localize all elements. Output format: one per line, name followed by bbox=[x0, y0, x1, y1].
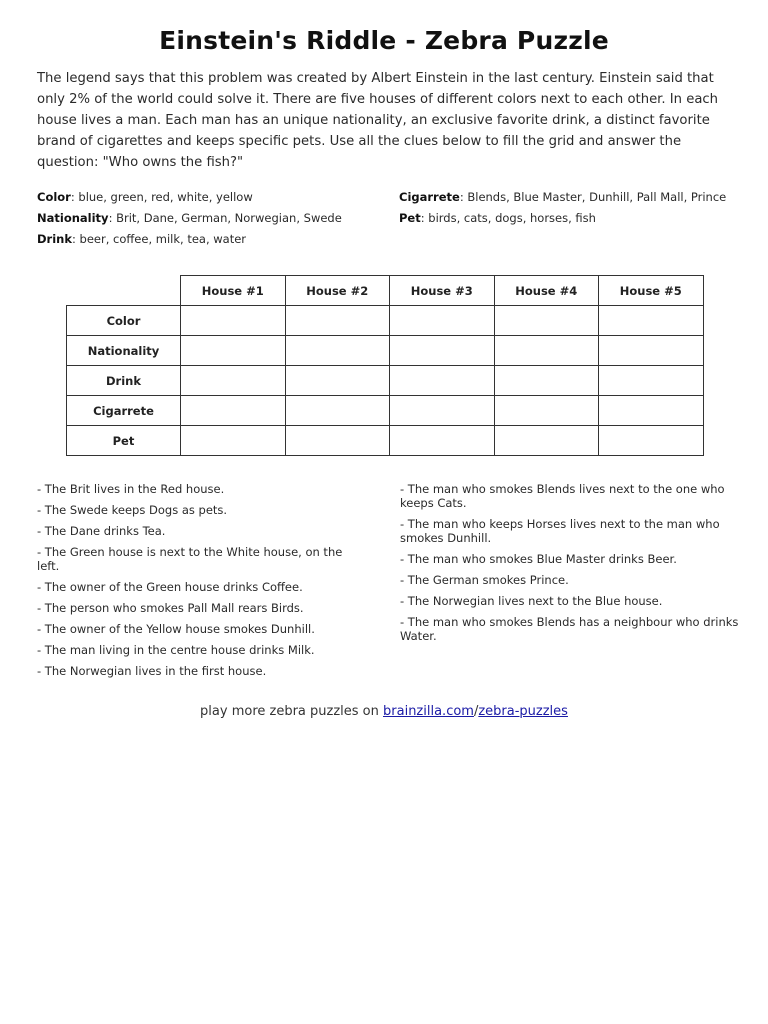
grid-row-label: Cigarrete bbox=[67, 396, 181, 426]
clue-item: - The man who smokes Blends lives next to the one who keeps Cats. bbox=[400, 482, 725, 510]
clues-right-list bbox=[400, 482, 740, 650]
clue-item: - The Dane drinks Tea. bbox=[37, 524, 166, 538]
puzzle-grid bbox=[66, 275, 704, 456]
grid-cell[interactable] bbox=[390, 306, 495, 336]
intro-paragraph: The legend says that this problem was created by Albert Einstein in the last century. Einstein said that only 2% of the world could solve it. There are five houses of different colors next to each other. In each house lives a man. Each man has an unique nationality, an exclusive favorite drink, a distinct favorite brand of cigarettes and keeps specific pets. Use all the clues below to fill the grid and answer the question: "Who owns the fish?" bbox=[37, 71, 719, 170]
grid-header-house-3: House #3 bbox=[390, 276, 495, 306]
zebra-puzzles-link[interactable]: zebra-puzzles bbox=[478, 704, 568, 719]
grid-row-label: Color bbox=[67, 306, 181, 336]
grid-row-nationality bbox=[67, 336, 704, 366]
clue-item: - The Norwegian lives next to the Blue house. bbox=[400, 594, 663, 608]
category-label: Pet bbox=[399, 211, 421, 225]
category-label: Drink bbox=[37, 232, 72, 246]
grid-row-drink bbox=[67, 366, 704, 396]
clue-item: - The Brit lives in the Red house. bbox=[37, 482, 225, 496]
grid-header-house-2: House #2 bbox=[285, 276, 390, 306]
grid-cell[interactable] bbox=[599, 396, 704, 426]
category-values: : Brit, Dane, German, Norwegian, Swede bbox=[108, 211, 342, 225]
clue-item: - The Swede keeps Dogs as pets. bbox=[37, 503, 228, 517]
grid-cell[interactable] bbox=[285, 426, 390, 456]
clue-item: - The man who keeps Horses lives next to the man who smokes Dunhill. bbox=[400, 517, 720, 545]
grid-row-label: Nationality bbox=[67, 336, 181, 366]
category-color bbox=[37, 190, 377, 205]
category-label: Color bbox=[37, 190, 71, 204]
footer-prefix: play more zebra puzzles on bbox=[200, 704, 384, 719]
clue-item: - The man living in the centre house drinks Milk. bbox=[37, 643, 315, 657]
grid-row-label: Drink bbox=[67, 366, 181, 396]
grid-row-label: Pet bbox=[67, 426, 181, 456]
grid-corner bbox=[67, 276, 181, 306]
grid-cell[interactable] bbox=[599, 336, 704, 366]
grid-cell[interactable] bbox=[181, 336, 286, 366]
clue-item: - The man who smokes Blends has a neighbour who drinks Water. bbox=[400, 615, 739, 643]
grid-cell[interactable] bbox=[494, 336, 599, 366]
grid-cell[interactable] bbox=[181, 306, 286, 336]
grid-cell[interactable] bbox=[285, 336, 390, 366]
grid-cell[interactable] bbox=[181, 396, 286, 426]
category-values: : beer, coffee, milk, tea, water bbox=[72, 232, 247, 246]
grid-cell[interactable] bbox=[599, 366, 704, 396]
category-label: Nationality bbox=[37, 211, 109, 225]
page-title: Einstein's Riddle - Zebra Puzzle bbox=[159, 26, 609, 55]
clue-item: - The owner of the Green house drinks Coffee. bbox=[37, 580, 303, 594]
grid-cell[interactable] bbox=[390, 396, 495, 426]
grid-header-row bbox=[67, 276, 704, 306]
grid-cell[interactable] bbox=[599, 426, 704, 456]
grid-row-pet bbox=[67, 426, 704, 456]
clues-left-list bbox=[37, 482, 367, 685]
grid-cell[interactable] bbox=[494, 396, 599, 426]
categories-right bbox=[399, 190, 734, 232]
categories-left bbox=[37, 190, 377, 253]
clue-item: - The Green house is next to the White house, on the left. bbox=[37, 545, 343, 573]
grid-cell[interactable] bbox=[181, 366, 286, 396]
grid-header-house-5: House #5 bbox=[599, 276, 704, 306]
category-label: Cigarrete bbox=[399, 190, 460, 204]
category-values: : birds, cats, dogs, horses, fish bbox=[420, 211, 596, 225]
grid-row-color bbox=[67, 306, 704, 336]
category-nationality bbox=[37, 211, 377, 226]
clue-item: - The man who smokes Blue Master drinks Beer. bbox=[400, 552, 677, 566]
grid-cell[interactable] bbox=[285, 396, 390, 426]
grid-cell[interactable] bbox=[390, 336, 495, 366]
grid-cell[interactable] bbox=[599, 306, 704, 336]
grid-cell[interactable] bbox=[390, 426, 495, 456]
clue-item: - The person who smokes Pall Mall rears Birds. bbox=[37, 601, 304, 615]
footer bbox=[0, 704, 768, 719]
grid-cell[interactable] bbox=[181, 426, 286, 456]
grid-cell[interactable] bbox=[494, 306, 599, 336]
clue-item: - The Norwegian lives in the first house. bbox=[37, 664, 267, 678]
grid-row-cigarette bbox=[67, 396, 704, 426]
footer-separator: / bbox=[473, 704, 479, 719]
grid-cell[interactable] bbox=[494, 426, 599, 456]
clue-item: - The German smokes Prince. bbox=[400, 573, 569, 587]
brainzilla-link[interactable]: brainzilla.com bbox=[383, 704, 474, 719]
grid-cell[interactable] bbox=[494, 366, 599, 396]
grid-cell[interactable] bbox=[285, 306, 390, 336]
grid-cell[interactable] bbox=[285, 366, 390, 396]
category-values: : Blends, Blue Master, Dunhill, Pall Mall, Prince bbox=[459, 190, 727, 204]
category-cigarette bbox=[399, 190, 734, 205]
category-values: : blue, green, red, white, yellow bbox=[70, 190, 253, 204]
grid-header-house-4: House #4 bbox=[494, 276, 599, 306]
grid-header-house-1: House #1 bbox=[181, 276, 286, 306]
category-drink bbox=[37, 232, 377, 247]
grid-cell[interactable] bbox=[390, 366, 495, 396]
category-pet bbox=[399, 211, 734, 226]
clue-item: - The owner of the Yellow house smokes Dunhill. bbox=[37, 622, 315, 636]
